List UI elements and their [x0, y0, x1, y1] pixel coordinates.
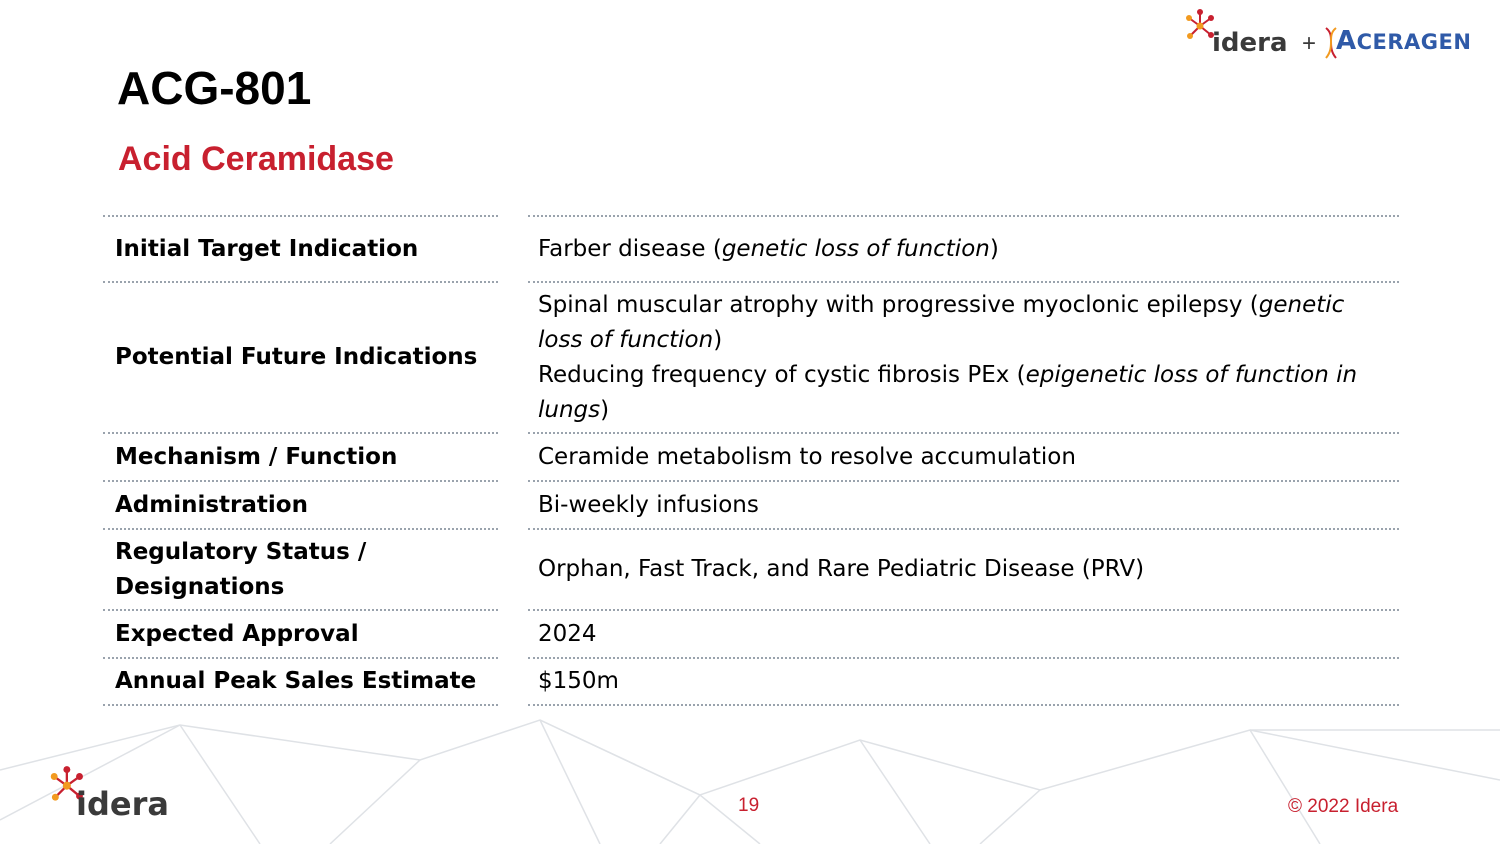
table-row: [103, 480, 1399, 528]
slide-subtitle: Acid Ceramidase: [118, 140, 394, 178]
product-profile-table: [103, 215, 1399, 706]
page-number: 19: [738, 795, 760, 816]
row-label: Annual Peak Sales Estimate: [103, 657, 498, 706]
slide-title: ACG-801: [117, 62, 312, 114]
table-row: [103, 528, 1399, 609]
row-label: Expected Approval: [103, 609, 498, 657]
table-row: [103, 281, 1399, 432]
row-label: Initial Target Indication: [103, 215, 498, 281]
idera-footer-logo: [50, 765, 190, 829]
copyright-notice: © 2022 Idera: [1288, 796, 1399, 817]
idera-wordmark: idera: [76, 785, 169, 823]
table-row: [103, 432, 1399, 480]
aceragen-wordmark: ACERAGEN: [1336, 26, 1472, 56]
table-row: [103, 609, 1399, 657]
row-label: Regulatory Status / Designations: [103, 528, 498, 609]
row-value: 2024: [528, 609, 1399, 657]
row-value: Ceramide metabolism to resolve accumulation: [528, 432, 1399, 480]
row-value: Orphan, Fast Track, and Rare Pediatric Disease (PRV): [528, 528, 1399, 609]
table-row: [103, 215, 1399, 281]
row-label: Administration: [103, 480, 498, 528]
table-row: [103, 657, 1399, 706]
row-label: Mechanism / Function: [103, 432, 498, 480]
idera-wordmark: idera: [1212, 28, 1288, 58]
row-value: Spinal muscular atrophy with progressive myoclonic epilepsy (genetic loss of function) Reducing frequency of cystic fibrosis PEx (epigenetic loss of function in lungs): [528, 281, 1399, 432]
row-value: Bi-weekly infusions: [528, 480, 1399, 528]
row-label: Potential Future Indications: [103, 281, 498, 432]
idera-aceragen-logo: [1186, 8, 1486, 62]
background-network-lines: [0, 700, 1500, 844]
row-value: Farber disease (genetic loss of function): [528, 215, 1399, 281]
row-value: $150m: [528, 657, 1399, 706]
logo-plus-sign: +: [1302, 30, 1317, 57]
